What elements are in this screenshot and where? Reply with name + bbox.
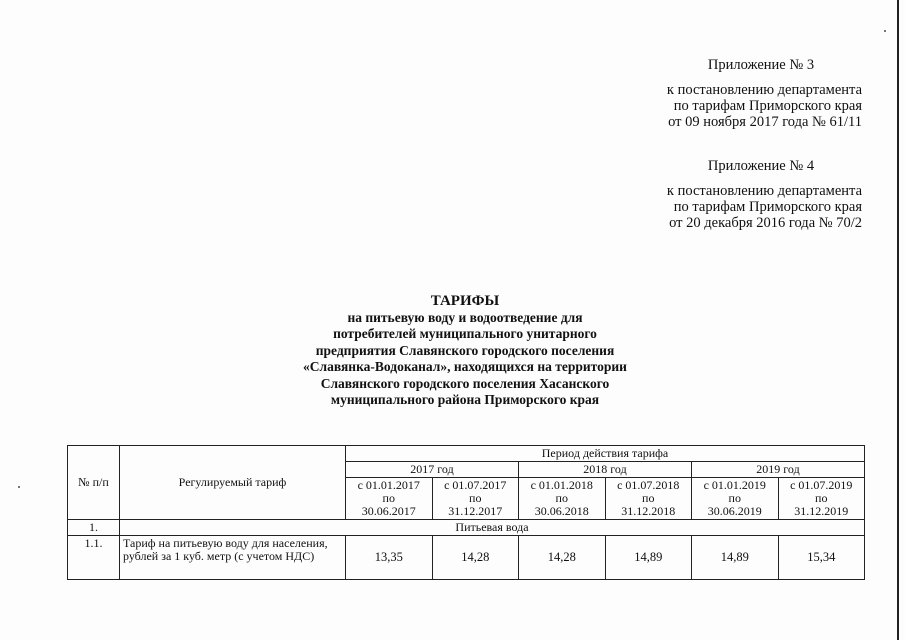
annex-4-line: от 20 декабря 2016 года № 70/2: [669, 215, 862, 231]
row-num: 1.1.: [68, 536, 120, 580]
period-to: 30.06.2019: [707, 504, 762, 518]
heading-line: Славянского городского поселения Хасанского: [320, 375, 610, 391]
header-num: № п/п: [68, 446, 120, 520]
heading-line: потребителей муниципального унитарного: [333, 326, 597, 341]
annex-4-line: по тарифам Приморского края: [673, 199, 862, 215]
annex-3-line: по тарифам Приморского края: [673, 98, 862, 114]
annex-3-title: Приложение № 3: [707, 57, 815, 73]
document-heading: [250, 293, 680, 409]
period-from: с 01.07.2017: [444, 478, 507, 492]
period-from: с 01.07.2018: [617, 478, 680, 492]
header-period-cell: [692, 478, 779, 520]
header-year: 2018 год: [519, 462, 692, 478]
header-tariff: Регулируемый тариф: [120, 446, 346, 520]
period-from: с 01.01.2017: [357, 478, 420, 492]
row-label: Тариф на питьевую воду для населения, рублей за 1 куб. метр (с учетом НДС): [120, 536, 346, 580]
annex-4: [600, 158, 862, 231]
period-by: по: [728, 491, 741, 505]
scan-border: [897, 0, 899, 640]
period-to: 31.12.2017: [448, 504, 503, 518]
annex-3-line: к постановлению департамента: [666, 82, 862, 98]
tariff-table: [67, 445, 865, 580]
header-period-cell: [346, 478, 433, 520]
row-value: 14,28: [432, 536, 519, 580]
period-from: с 01.07.2019: [790, 478, 853, 492]
period-by: по: [469, 491, 482, 505]
scan-noise: [18, 486, 20, 488]
row-value: 14,89: [605, 536, 692, 580]
period-by: по: [382, 491, 395, 505]
heading-line: муниципального района Приморского края: [330, 392, 600, 407]
row-value: 14,28: [519, 536, 606, 580]
period-to: 31.12.2018: [621, 504, 676, 518]
period-from: с 01.01.2019: [703, 478, 766, 492]
period-to: 31.12.2019: [794, 504, 849, 518]
period-to: 30.06.2018: [534, 504, 589, 518]
row-value: 14,89: [692, 536, 779, 580]
annex-3: [600, 57, 862, 130]
table-row: [68, 536, 865, 580]
period-to: 30.06.2017: [361, 504, 416, 518]
scan-noise: [884, 30, 886, 32]
header-year: 2017 год: [346, 462, 519, 478]
section-num: 1.: [68, 520, 120, 536]
heading-line: предприятия Славянского городского поселения: [315, 342, 615, 358]
header-period-cell: [605, 478, 692, 520]
heading-line: на питьевую воду и водоотведение для: [347, 309, 583, 325]
section-label: Питьевая вода: [120, 520, 865, 536]
heading-line: «Славянка-Водоканал», находящихся на территории: [303, 359, 627, 374]
annex-4-title: Приложение № 4: [707, 158, 815, 174]
header-year: 2019 год: [692, 462, 865, 478]
period-by: по: [555, 491, 568, 505]
period-by: по: [642, 491, 655, 505]
annex-3-line: от 09 ноября 2017 года № 61/11: [668, 114, 862, 130]
header-period: Период действия тарифа: [346, 446, 865, 462]
header-period-cell: [432, 478, 519, 520]
header-period-cell: [519, 478, 606, 520]
row-value: 13,35: [346, 536, 433, 580]
header-period-cell: [778, 478, 865, 520]
heading-title: ТАРИФЫ: [430, 293, 500, 309]
row-value: 15,34: [778, 536, 865, 580]
period-from: с 01.01.2018: [530, 478, 593, 492]
annex-4-line: к постановлению департамента: [666, 183, 862, 199]
period-by: по: [815, 491, 828, 505]
